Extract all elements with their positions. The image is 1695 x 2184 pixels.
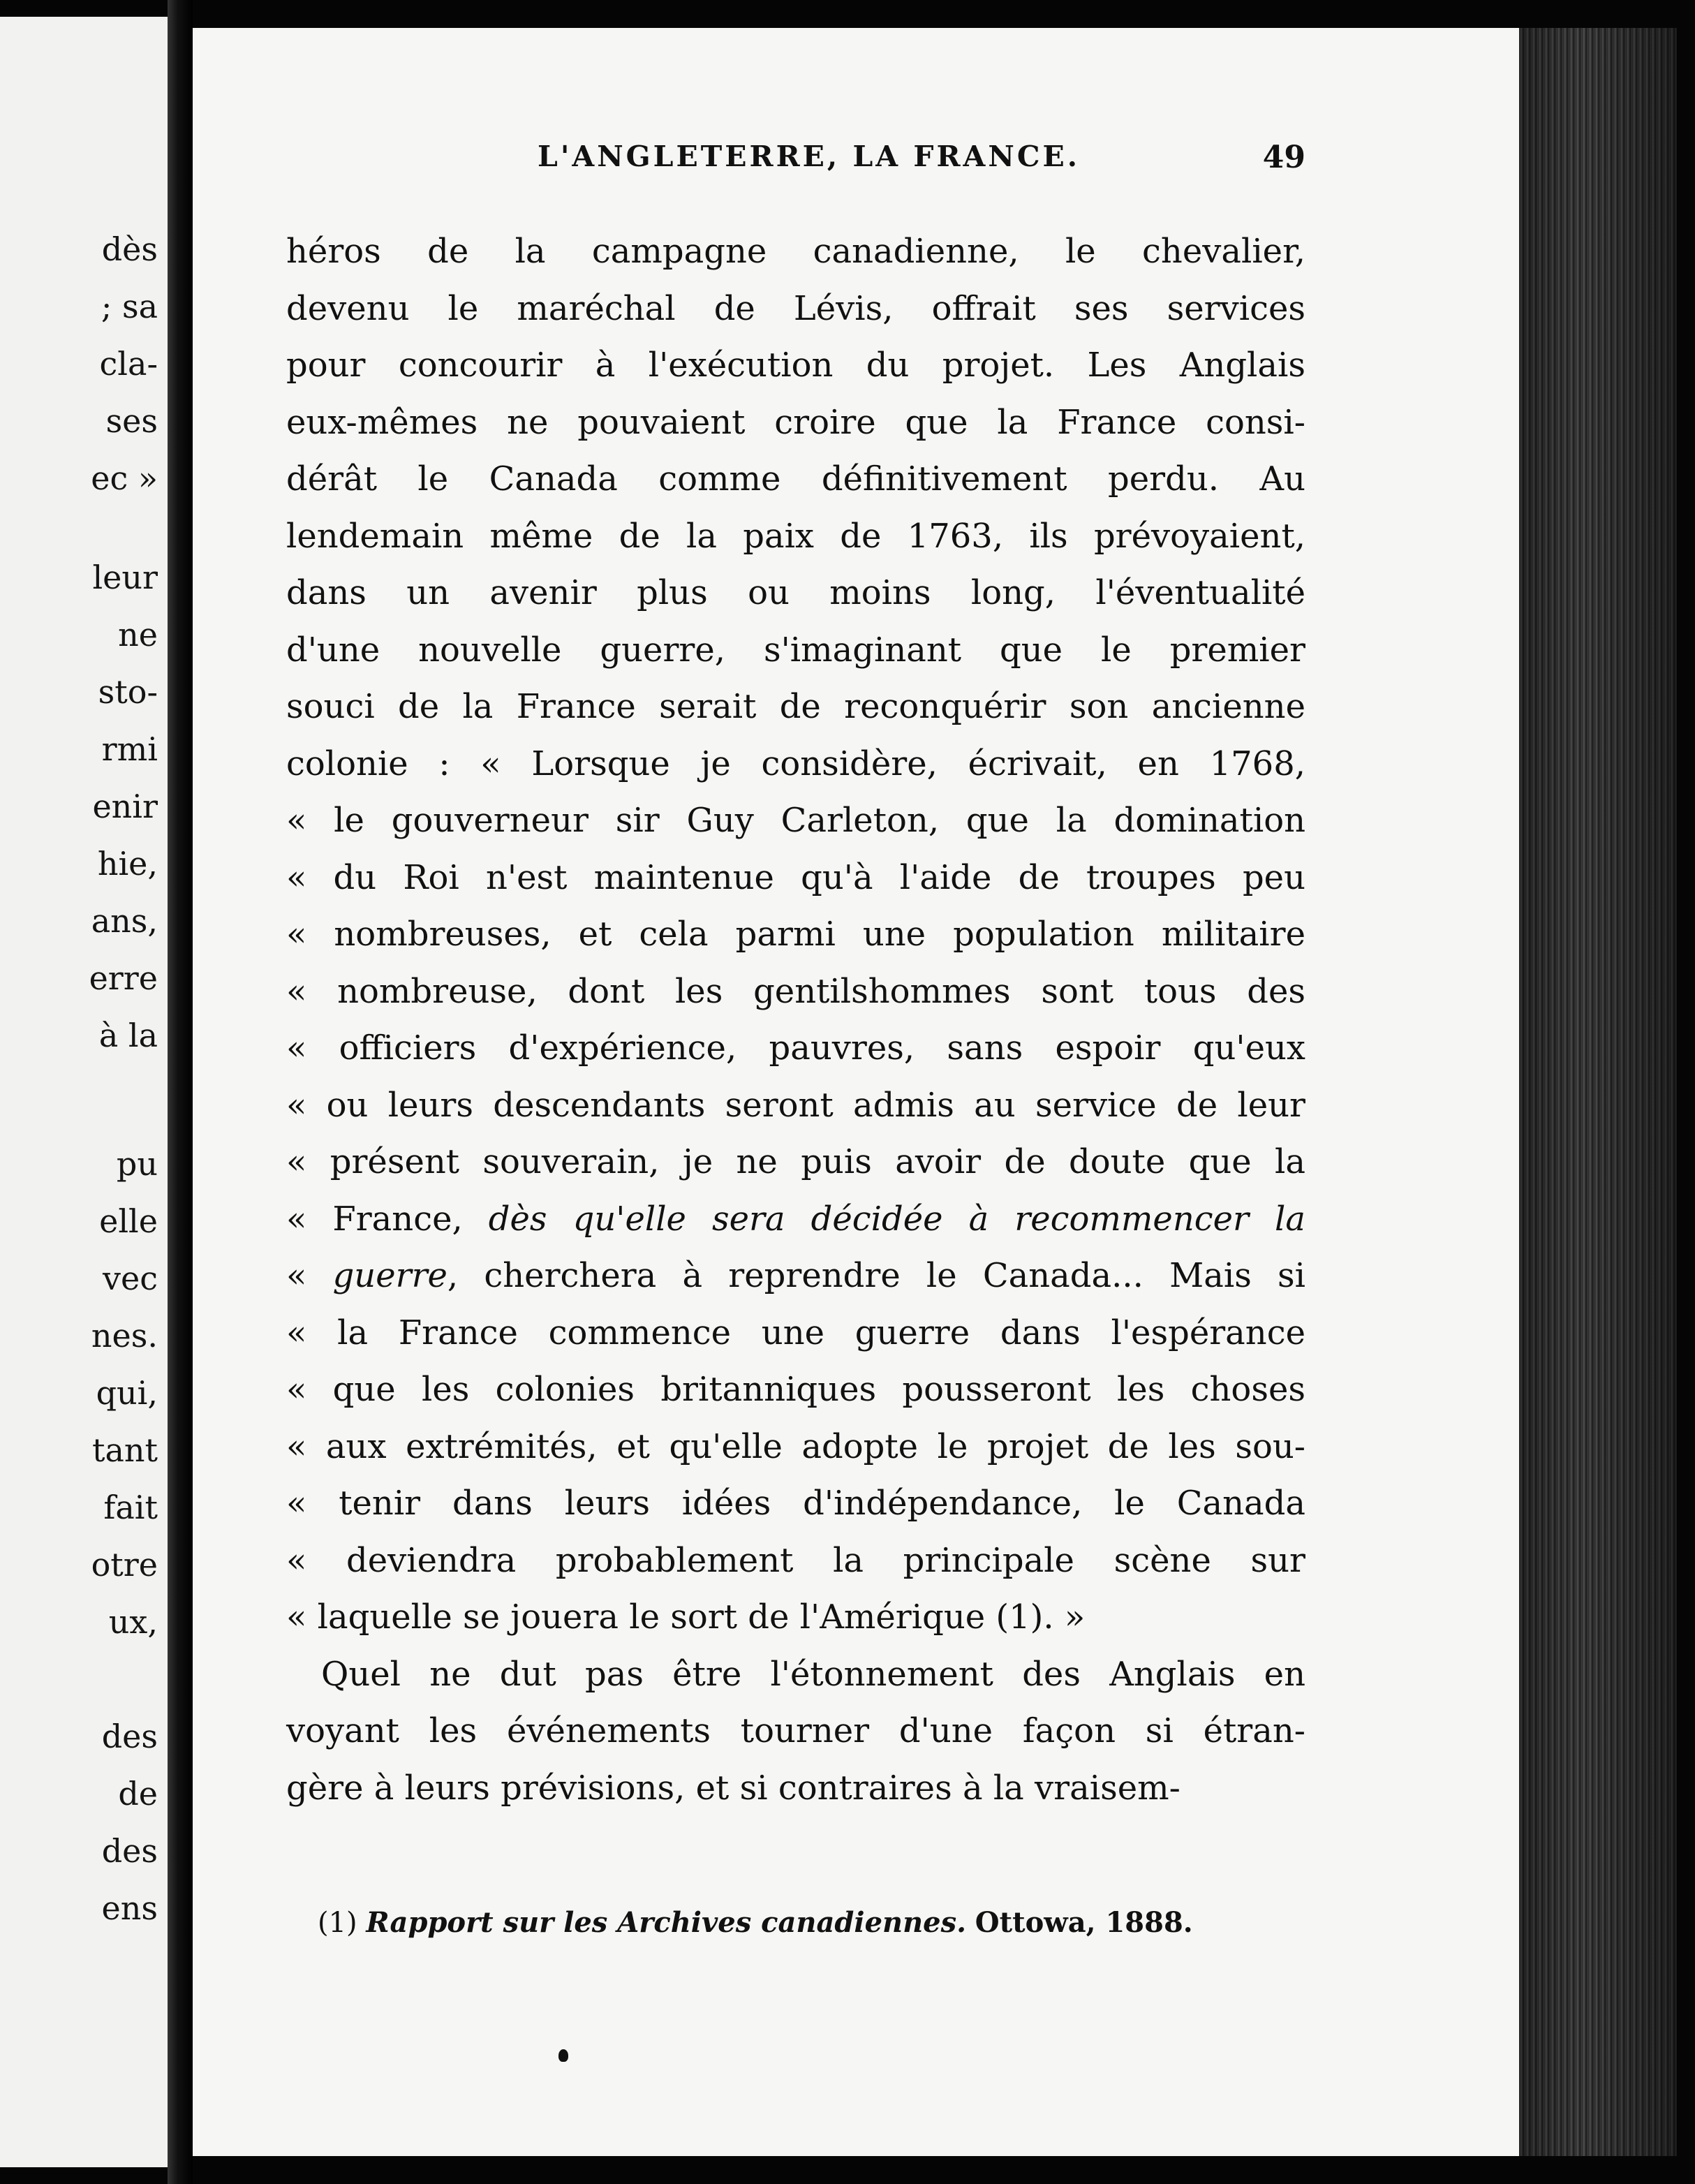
text-line: « du Roi n'est maintenue qu'à l'aide de troupes peu (286, 857, 1305, 897)
previous-page-fragment: pu (116, 1145, 158, 1183)
page-stack-shadow (1519, 28, 1677, 2156)
text-line: « laquelle se jouera le sort de l'Amérique (1). » (286, 1598, 1086, 1637)
text-line (286, 1191, 1305, 1248)
text-line: dans un avenir plus ou moins long, l'éventualité (286, 573, 1305, 612)
text-line: colonie : « Lorsque je considère, écrivait, en 1768, (286, 744, 1305, 783)
previous-page-fragment: nes. (91, 1317, 158, 1355)
text-line-segment: , cherchera à reprendre le Canada... Mais si (447, 1256, 1306, 1295)
previous-page-fragment: à la (98, 1017, 158, 1054)
previous-page-fragment: qui, (96, 1374, 158, 1412)
text-line: « tenir dans leurs idées d'indépendance, le Canada (286, 1484, 1305, 1523)
previous-page-fragment: ne (118, 616, 158, 654)
text-line-italic-segment: dès qu'elle sera décidée à recommencer la (488, 1199, 1305, 1239)
text-line: dérât le Canada comme définitivement perdu. Au (286, 459, 1305, 499)
previous-page-fragment: ses (105, 402, 158, 440)
previous-page-fragment: vec (103, 1260, 158, 1297)
text-line: lendemain même de la paix de 1763, ils prévoyaient, (286, 516, 1305, 556)
previous-page-fragment: ux, (108, 1603, 158, 1641)
previous-page-fragment: sto- (98, 673, 158, 711)
previous-page-fragment: elle (99, 1202, 158, 1240)
text-line: gère à leurs prévisions, et si contraires à la vraisem- (286, 1768, 1180, 1808)
previous-page-fragment: des (101, 1832, 158, 1870)
text-line: « ou leurs descendants seront admis au service de leur (286, 1085, 1305, 1125)
footnote-number: (1) (318, 1907, 357, 1939)
text-line: Quel ne dut pas être l'étonnement des Anglais en (321, 1654, 1305, 1694)
text-line: « le gouverneur sir Guy Carleton, que la domination (286, 801, 1305, 840)
text-line: « présent souverain, je ne puis avoir de doute que la (286, 1142, 1305, 1181)
footnote-title: Rapport sur les Archives canadiennes. (366, 1906, 967, 1939)
previous-page-fragment: erre (89, 959, 158, 997)
text-line-italic-segment: guerre (332, 1256, 447, 1295)
previous-page-fragment: cla- (99, 345, 158, 383)
text-line: souci de la France serait de reconquérir son ancienne (286, 687, 1305, 726)
previous-page-fragment: ec » (91, 459, 158, 497)
previous-page-fragment: tant (91, 1431, 158, 1469)
running-head (342, 140, 1305, 182)
previous-page-fragment: ens (101, 1889, 158, 1927)
text-line: « aux extrémités, et qu'elle adopte le projet de les sou- (286, 1426, 1305, 1466)
footnote (318, 1906, 1193, 1939)
footnote-source: Ottowa, 1888. (975, 1906, 1193, 1939)
text-line: eux-mêmes ne pouvaient croire que la France consi- (286, 402, 1305, 442)
text-line: « que les colonies britanniques pousseront les choses (286, 1370, 1305, 1409)
body-text (286, 223, 1305, 1817)
text-line: « la France commence une guerre dans l'espérance (286, 1313, 1305, 1352)
previous-page-fragment: ; sa (101, 288, 158, 325)
previous-page-fragment: dès (101, 230, 158, 268)
previous-page-fragment: leur (92, 559, 158, 596)
text-line-segment: « (286, 1256, 333, 1295)
book-gutter (168, 0, 193, 2184)
previous-page-fragment: hie, (97, 845, 158, 883)
previous-page-fragment: otre (91, 1546, 158, 1584)
text-line: « deviendra probablement la principale scène sur (286, 1540, 1305, 1580)
text-line (286, 1248, 1305, 1305)
text-line: d'une nouvelle guerre, s'imaginant que le premier (286, 630, 1305, 670)
text-line: héros de la campagne canadienne, le chevalier, (286, 232, 1305, 271)
previous-page-fragment: ans, (91, 902, 158, 940)
running-head-title: L'ANGLETERRE, LA FRANCE. (538, 140, 1081, 173)
previous-page-edge (0, 17, 168, 2167)
ink-speck (558, 2049, 568, 2062)
previous-page-line-fragments (4, 17, 158, 2167)
text-line-segment: « France, (286, 1199, 489, 1239)
text-line: pour concourir à l'exécution du projet. Les Anglais (286, 346, 1305, 385)
text-line: voyant les événements tourner d'une façon si étran- (286, 1711, 1305, 1750)
previous-page-fragment: fait (103, 1489, 158, 1526)
text-line: devenu le maréchal de Lévis, offrait ses services (286, 288, 1305, 328)
text-line: « officiers d'expérience, pauvres, sans espoir qu'eux (286, 1028, 1305, 1068)
previous-page-fragment: des (101, 1718, 158, 1755)
previous-page-fragment: rmi (101, 730, 158, 768)
text-line: « nombreuse, dont les gentilshommes sont tous des (286, 971, 1305, 1011)
previous-page-fragment: enir (92, 788, 158, 825)
text-line: « nombreuses, et cela parmi une population militaire (286, 915, 1305, 954)
previous-page-fragment: de (118, 1775, 158, 1813)
page-number: 49 (1262, 140, 1305, 175)
